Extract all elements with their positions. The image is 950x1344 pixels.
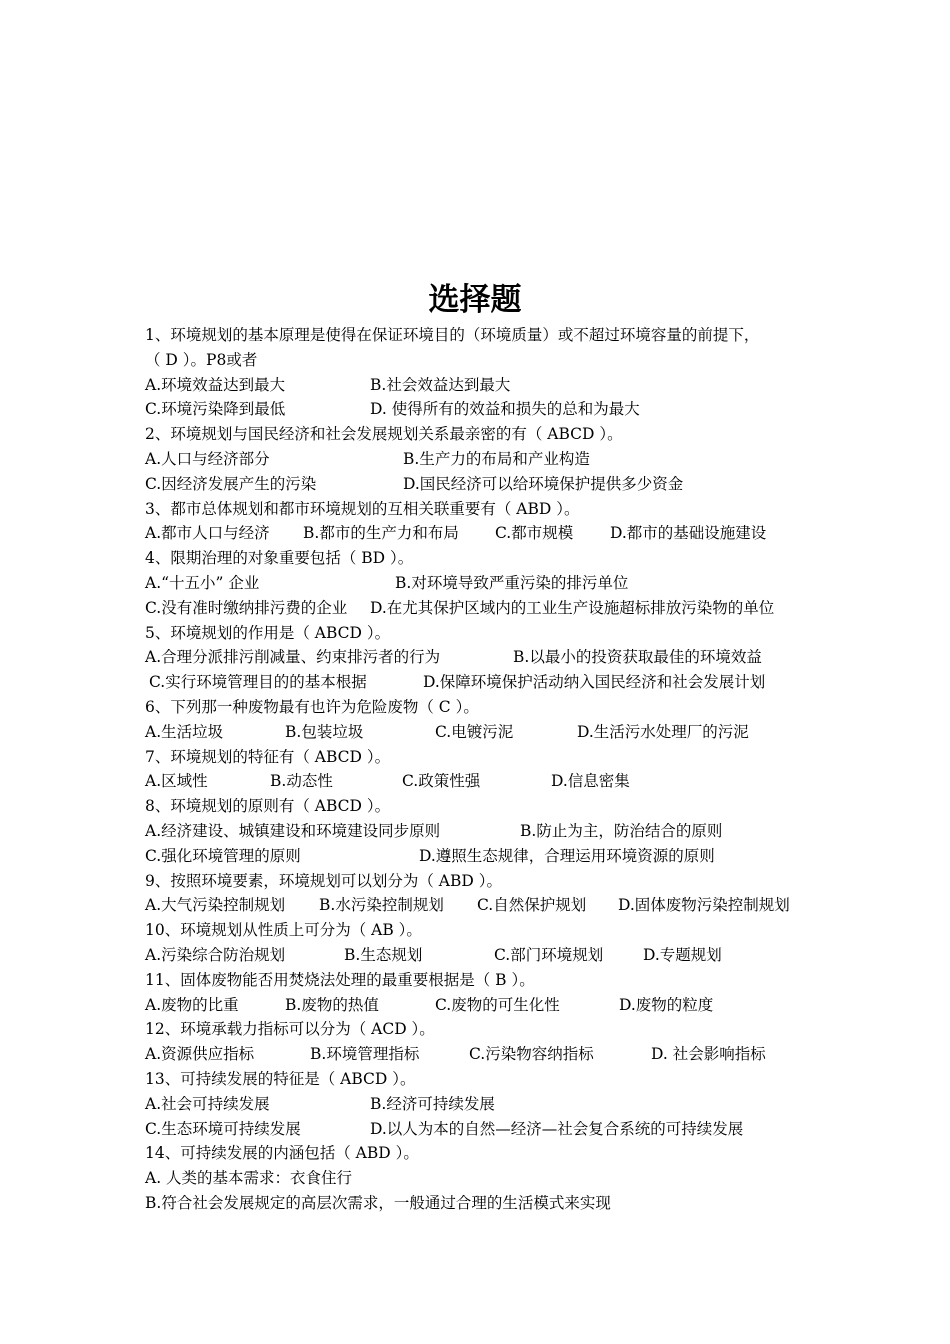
question-stem: 13、可持续发展的特征是（ ABCD ）。 [145,1069,416,1088]
question-stem: 8、环境规划的原则有（ ABCD ）。 [145,797,391,816]
answer-option: B.以最小的投资获取最佳的环境效益 [513,648,762,667]
option-row [145,670,825,695]
question-stem: 7、环境规划的特征有（ ABCD ）。 [145,747,391,766]
answer-option: B.经济可持续发展 [370,1094,495,1113]
answer-option: D.都市的基础设施建设 [610,524,767,543]
question-stem: 6、下列那一种废物最有也许为危险废物（ C ）。 [145,697,479,716]
answer-option: A.环境效益达到最大 [145,375,286,394]
option-row [145,1166,825,1191]
option-row [145,943,825,968]
answer-option: A.社会可持续发展 [145,1094,270,1113]
answer-option: A.生活垃圾 [145,722,224,741]
option-row [145,844,825,869]
question-stem: （ D ）。P8或者 [145,350,258,369]
question-stem: 1、环境规划的基本原理是使得在保证环境目的（环境质量）或不超过环境容量的前提下， [145,326,760,344]
answer-option: A.大气污染控制规划 [145,896,286,915]
answer-option: D.保障环境保护活动纳入国民经济和社会发展计划 [423,673,766,692]
option-row [145,993,825,1018]
answer-option: A.区域性 [145,772,208,791]
answer-option: B.防止为主，防治结合的原则 [520,821,723,840]
option-row [145,571,825,596]
option-row [145,447,825,472]
answer-option: C.电镀污泥 [435,722,514,741]
answer-option: D.专题规划 [643,945,722,964]
answer-option: B.废物的热值 [285,995,379,1014]
option-row [145,521,825,546]
answer-option: C.都市规模 [495,524,574,543]
answer-option: D.生活污水处理厂的污泥 [577,722,749,741]
answer-option: B.水污染控制规划 [319,896,444,915]
option-row [145,373,825,398]
option-row [145,397,825,422]
answer-option: D.以人为本的自然—经济—社会复合系统的可持续发展 [370,1119,744,1138]
option-row [145,720,825,745]
option-row [145,596,825,621]
question-stem: 11、固体废物能否用焚烧法处理的最重要根据是（ B ）。 [145,970,535,989]
answer-option: D. 社会影响指标 [651,1045,766,1064]
answer-option: B.生态规划 [344,945,423,964]
answer-option: C.废物的可生化性 [435,995,560,1014]
answer-option: C.强化环境管理的原则 [145,846,301,865]
answer-option: C.实行环境管理目的的基本根据 [149,673,367,692]
option-row [145,769,825,794]
question-stem: 2、环境规划与国民经济和社会发展规划关系最亲密的有（ ABCD ）。 [145,425,623,444]
answer-option: A.“十五小” 企业 [145,573,260,592]
answer-option: A.污染综合防治规划 [145,945,286,964]
answer-option: B.都市的生产力和布局 [303,524,459,543]
answer-option: C.自然保护规划 [477,896,587,915]
answer-option: D.国民经济可以给环境保护提供多少资金 [403,474,684,493]
question-stem: 12、环境承载力指标可以分为（ ACD ）。 [145,1020,435,1039]
answer-option: C.政策性强 [402,772,481,791]
option-row [145,1042,825,1067]
answer-option: B.包装垃圾 [285,722,364,741]
option-row [145,472,825,497]
answer-option: C.生态环境可持续发展 [145,1119,301,1138]
page-title: 选择题 [428,282,522,318]
answer-option: A.废物的比重 [145,995,239,1014]
answer-option: D.遵照生态规律，合理运用环境资源的原则 [419,846,715,865]
question-stem: 4、限期治理的对象重要包括（ BD ）。 [145,549,414,568]
answer-option: B.符合社会发展规定的高层次需求，一般通过合理的生活模式来实现 [145,1193,611,1212]
answer-option: B.社会效益达到最大 [370,375,511,394]
question-list [145,323,825,1216]
question-stem: 10、环境规划从性质上可分为（ AB ）。 [145,921,422,940]
answer-option: D.固体废物污染控制规划 [618,896,790,915]
answer-option: C.部门环境规划 [494,945,604,964]
question-stem: 3、都市总体规划和都市环境规划的互相关联重要有（ ABD ）。 [145,499,580,518]
answer-option: B.对环境导致严重污染的排污单位 [395,573,629,592]
answer-option: B.生产力的布局和产业构造 [403,449,590,468]
answer-option: A.合理分派排污削减量、约束排污者的行为 [145,648,441,667]
answer-option: A.资源供应指标 [145,1045,255,1064]
answer-option: C.没有准时缴纳排污费的企业 [145,598,348,617]
answer-option: B.动态性 [270,772,333,791]
question-stem: 14、可持续发展的内涵包括（ ABD ）。 [145,1144,419,1163]
answer-option: A. 人类的基本需求：衣食住行 [145,1169,353,1188]
option-row [145,1117,825,1142]
answer-option: A.经济建设、城镇建设和环境建设同步原则 [145,821,441,840]
answer-option: D.废物的粒度 [619,995,714,1014]
option-row [145,819,825,844]
answer-option: D.信息密集 [551,772,630,791]
option-row [145,1191,825,1216]
answer-option: D.在尤其保护区域内的工业生产设施超标排放污染物的单位 [370,598,775,617]
answer-option: D. 使得所有的效益和损失的总和为最大 [370,400,640,419]
answer-option: C.因经济发展产生的污染 [145,474,317,493]
option-row [145,1092,825,1117]
answer-option: A.人口与经济部分 [145,449,270,468]
option-row [145,645,825,670]
answer-option: B.环境管理指标 [310,1045,420,1064]
question-stem: 5、环境规划的作用是（ ABCD ）。 [145,623,391,642]
answer-option: A.都市人口与经济 [145,524,270,543]
answer-option: C.环境污染降到最低 [145,400,286,419]
question-stem: 9、按照环境要素，环境规划可以划分为（ ABD ）。 [145,871,502,890]
option-row [145,893,825,918]
answer-option: C.污染物容纳指标 [469,1045,594,1064]
